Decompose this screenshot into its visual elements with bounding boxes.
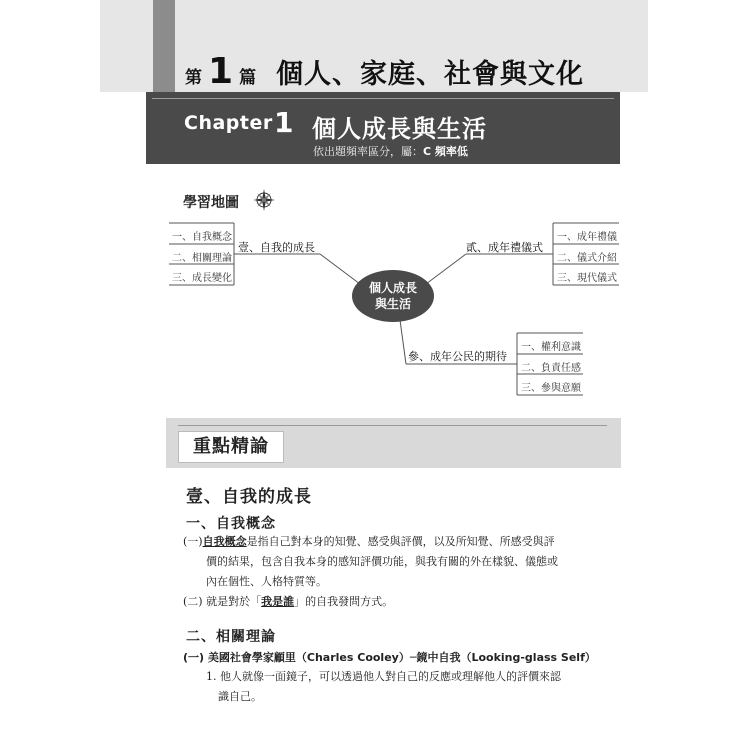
branch3-item-3: 三、參與意願	[521, 383, 581, 394]
branch1-item-2: 二、相關理論	[172, 253, 232, 264]
p2-pre: (二) 就是對於「	[183, 595, 262, 608]
part-name: 個人、家庭、社會與文化	[276, 59, 585, 90]
branch3-item-1: 一、權利意識	[521, 342, 581, 353]
paragraph-2	[183, 592, 393, 612]
center-line-1: 個人成長	[368, 281, 417, 295]
chapter-name: 個人成長與生活	[312, 115, 487, 143]
key-points-rule	[178, 425, 607, 426]
subsection-title-1: 一、自我概念	[186, 516, 276, 532]
p2-post: 」的自我發問方式。	[294, 595, 394, 608]
p1-number: (一)	[183, 535, 203, 548]
branch1-item-3: 三、成長變化	[172, 273, 232, 284]
branch2-item-2: 二、儀式介紹	[557, 253, 617, 264]
center-line-2: 與生活	[374, 297, 411, 311]
paragraph-1-line-2: 價的結果，包含自我本身的感知評價功能，與我有關的外在樣貌、儀態或	[206, 555, 558, 568]
chapter-label: Chapter	[184, 112, 273, 134]
p2-term: 我是誰	[261, 595, 295, 608]
branch2-item-1: 一、成年禮儀	[557, 232, 617, 243]
section-title: 壹、自我的成長	[186, 487, 312, 507]
paragraph-1	[183, 532, 555, 552]
branch3-label: 參、成年公民的期待	[408, 350, 507, 363]
part-number: 1	[208, 51, 234, 92]
key-points-heading: 重點精論	[178, 431, 284, 463]
map-center-node	[352, 270, 434, 322]
branch2-label: 貳、成年禮儀式	[466, 241, 543, 254]
branch1-item-1: 一、自我概念	[172, 232, 232, 243]
paragraph-4-line-2: 識自己。	[218, 690, 262, 703]
frequency-level: C 頻率低	[423, 145, 468, 158]
part-prefix: 第	[185, 68, 202, 88]
p1-term: 自我概念	[202, 535, 247, 548]
subsection-title-2: 二、相關理論	[186, 629, 276, 645]
paragraph-3	[183, 648, 596, 668]
map-title: 學習地圖	[183, 195, 239, 211]
paragraph-4-line-1: 1. 他人就像一面鏡子，可以透過他人對自己的反應或理解他人的評價來認	[206, 670, 561, 683]
branch2-item-3: 三、現代儀式	[557, 273, 617, 284]
p1-line-1: 是指自己對本身的知覺、感受與評價，以及所知覺、所感受與評	[246, 535, 555, 548]
frequency-text: 依出題頻率區分，屬：	[313, 145, 423, 158]
p3-text: (一) 美國社會學家顧里（Charles Cooley）─鏡中自我（Looking-glass Self）	[183, 651, 596, 664]
branch1-label: 壹、自我的成長	[238, 241, 315, 254]
paragraph-1-line-3: 內在個性、人格特質等。	[206, 575, 327, 588]
part-suffix: 篇	[239, 68, 257, 88]
branch3-item-2: 二、負責任感	[521, 363, 581, 374]
chapter-number: 1	[274, 106, 294, 139]
